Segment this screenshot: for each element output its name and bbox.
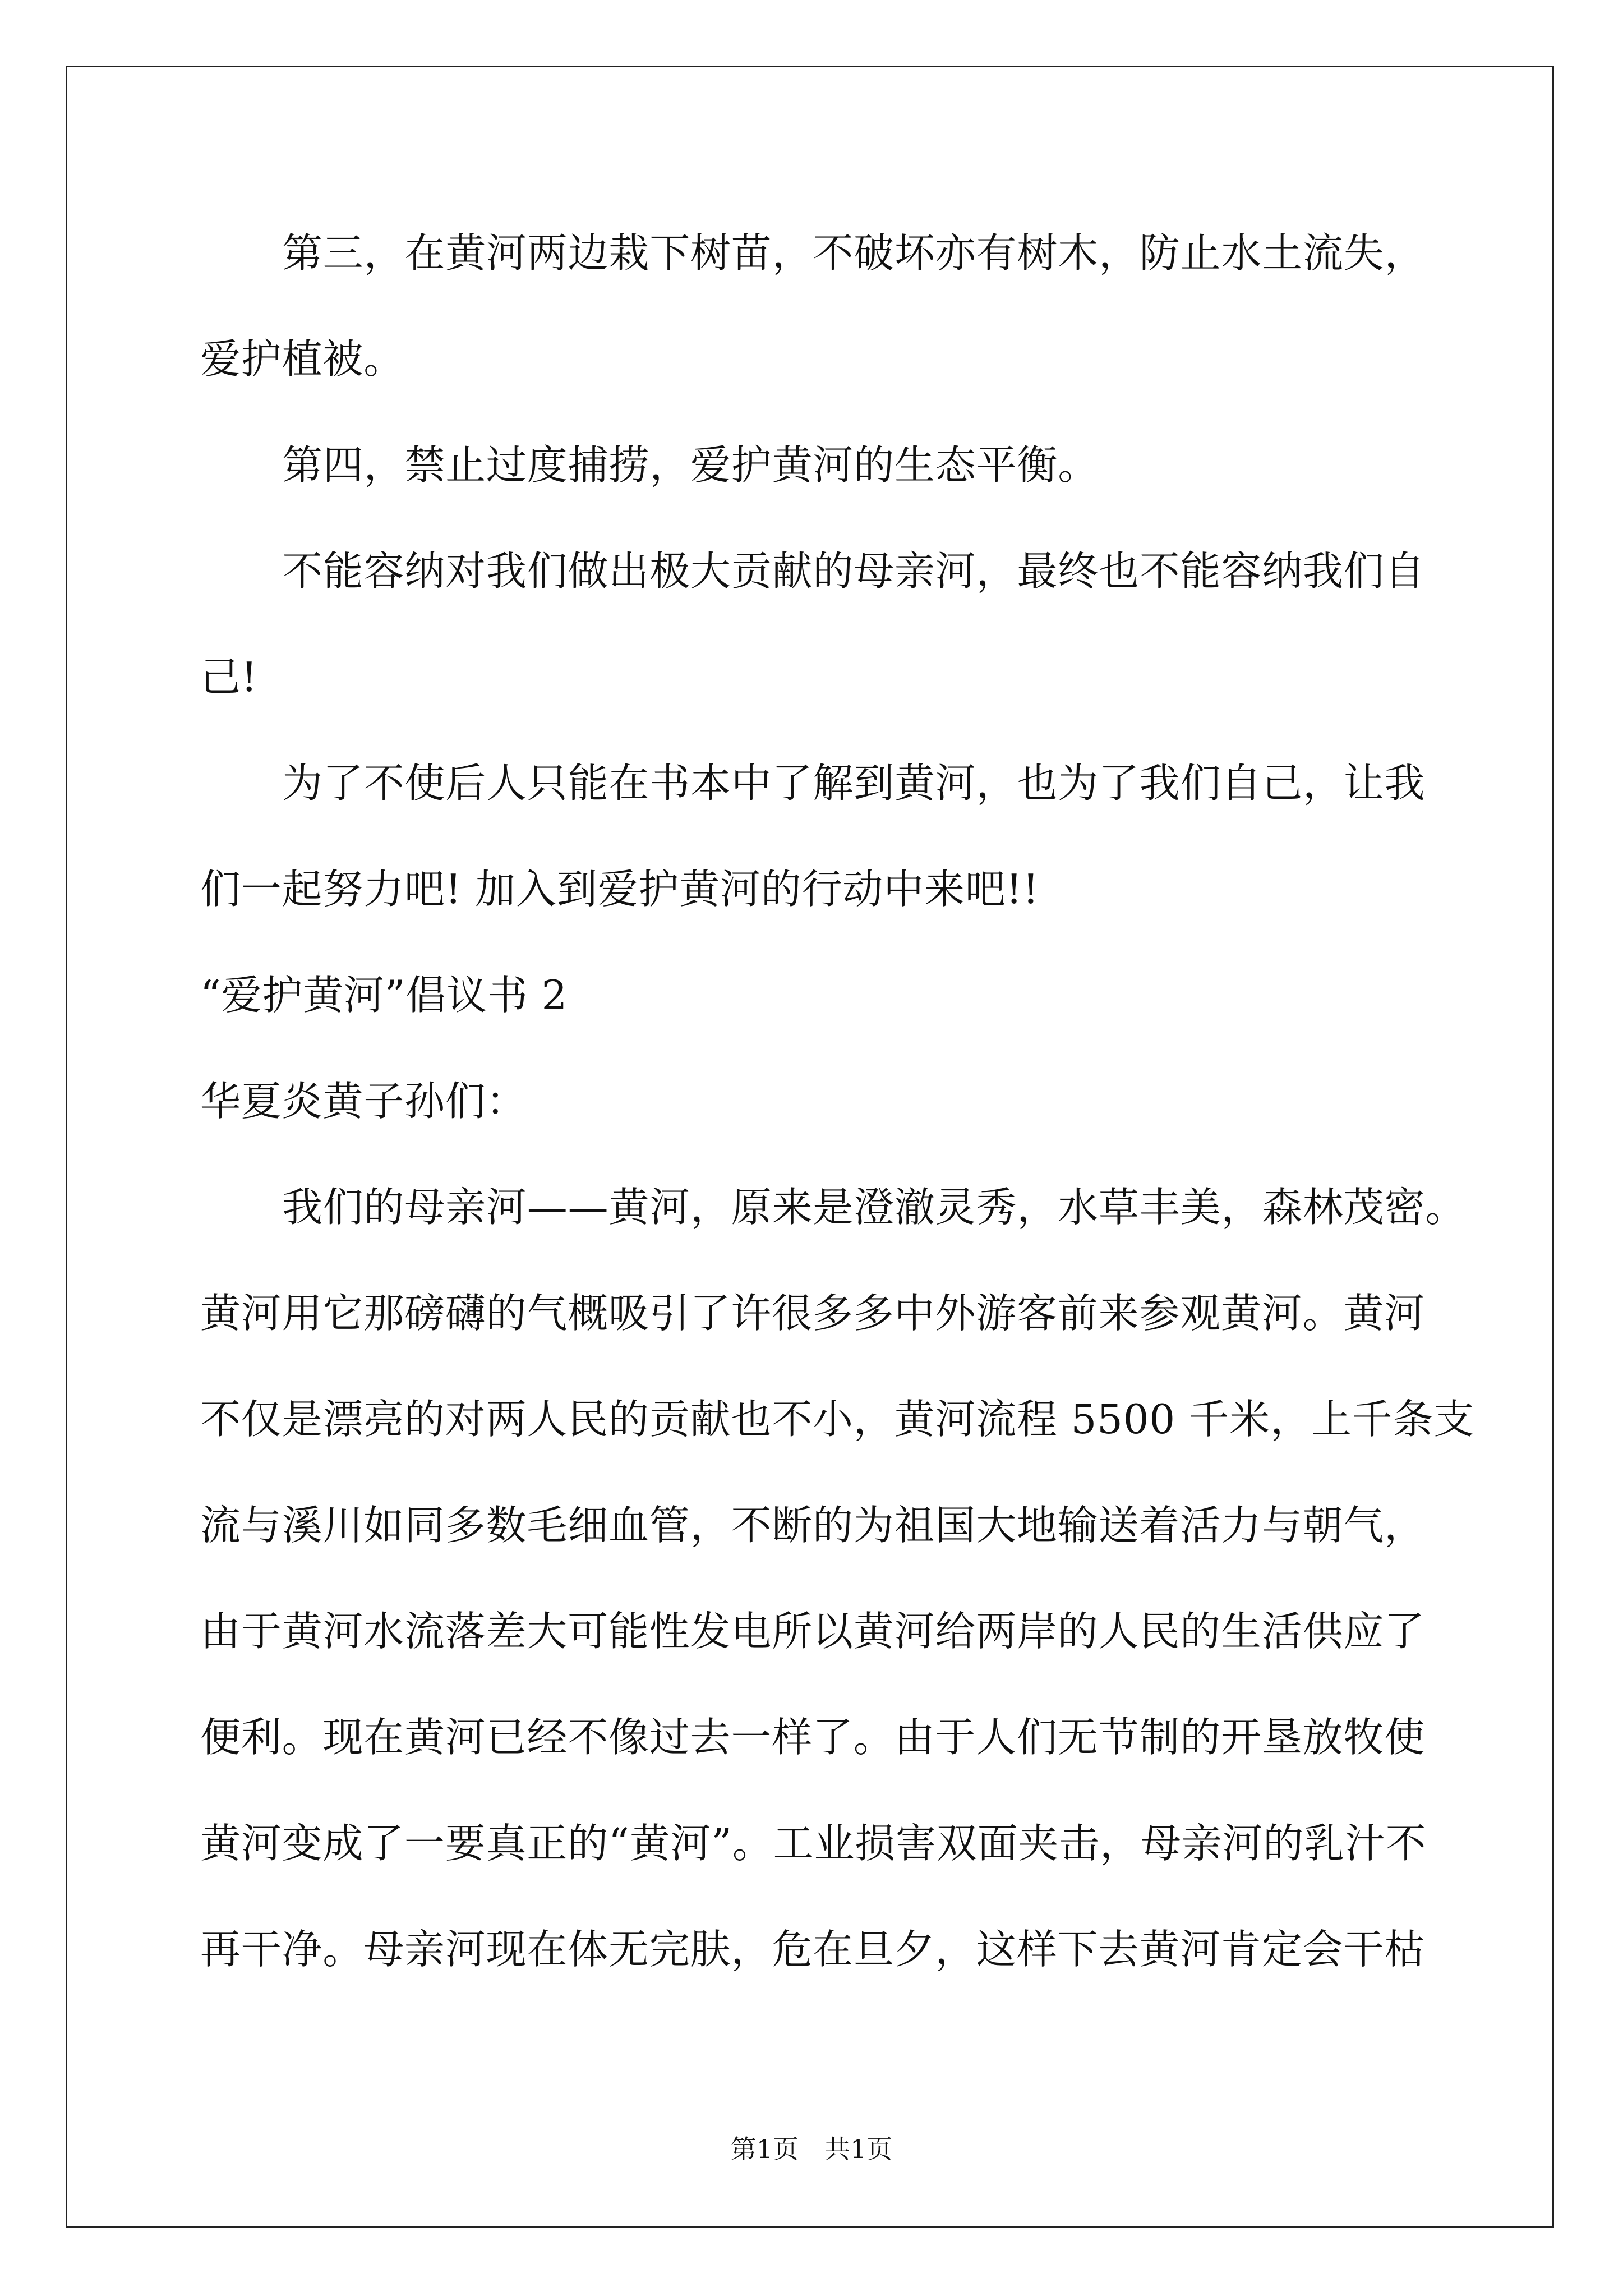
text-line: 黄河用它那磅礴的气概吸引了许很多多中外游客前来参观黄河。黄河 — [200, 1290, 1426, 1337]
text-line: 爱护植被。 — [200, 335, 405, 383]
text-line: 不仅是漂亮的对两人民的贡献也不小，黄河流程 5500 千米，上千条支 — [200, 1396, 1475, 1443]
text-line: 第三，在黄河两边栽下树苗，不破坏亦有树木，防止水土流失， — [282, 229, 1426, 277]
page-border — [66, 66, 1554, 2228]
text-line: 们一起努力吧! 加入到爱护黄河的行动中来吧!! — [200, 866, 1040, 913]
text-line: 再干净。母亲河现在体无完肤，危在旦夕，这样下去黄河肯定会干枯 — [200, 1926, 1426, 1973]
text-line: 由于黄河水流落差大可能性发电所以黄河给两岸的人民的生活供应了 — [200, 1608, 1426, 1655]
text-line: 不能容纳对我们做出极大贡献的母亲河，最终也不能容纳我们自 — [282, 547, 1426, 595]
text-line: 第四，禁止过度捕捞，爱护黄河的生态平衡。 — [282, 441, 1099, 489]
text-line: 华夏炎黄子孙们： — [200, 1078, 527, 1125]
page-footer: 第1页 共1页 — [730, 2134, 893, 2164]
text-line: 流与溪川如同多数毛细血管，不断的为祖国大地输送着活力与朝气， — [200, 1502, 1426, 1549]
text-line: “爱护黄河”倡议书 2 — [200, 972, 568, 1019]
text-line: 己! — [200, 654, 258, 701]
text-line: 为了不使后人只能在书本中了解到黄河，也为了我们自己，让我 — [282, 760, 1426, 807]
text-line: 便利。现在黄河已经不像过去一样了。由于人们无节制的开垦放牧使 — [200, 1714, 1426, 1761]
text-line: 我们的母亲河——黄河，原来是澄澈灵秀，水草丰美，森林茂密。 — [282, 1184, 1467, 1231]
text-line: 黄河变成了一要真正的“黄河”。工业损害双面夹击，母亲河的乳汁不 — [200, 1820, 1427, 1867]
